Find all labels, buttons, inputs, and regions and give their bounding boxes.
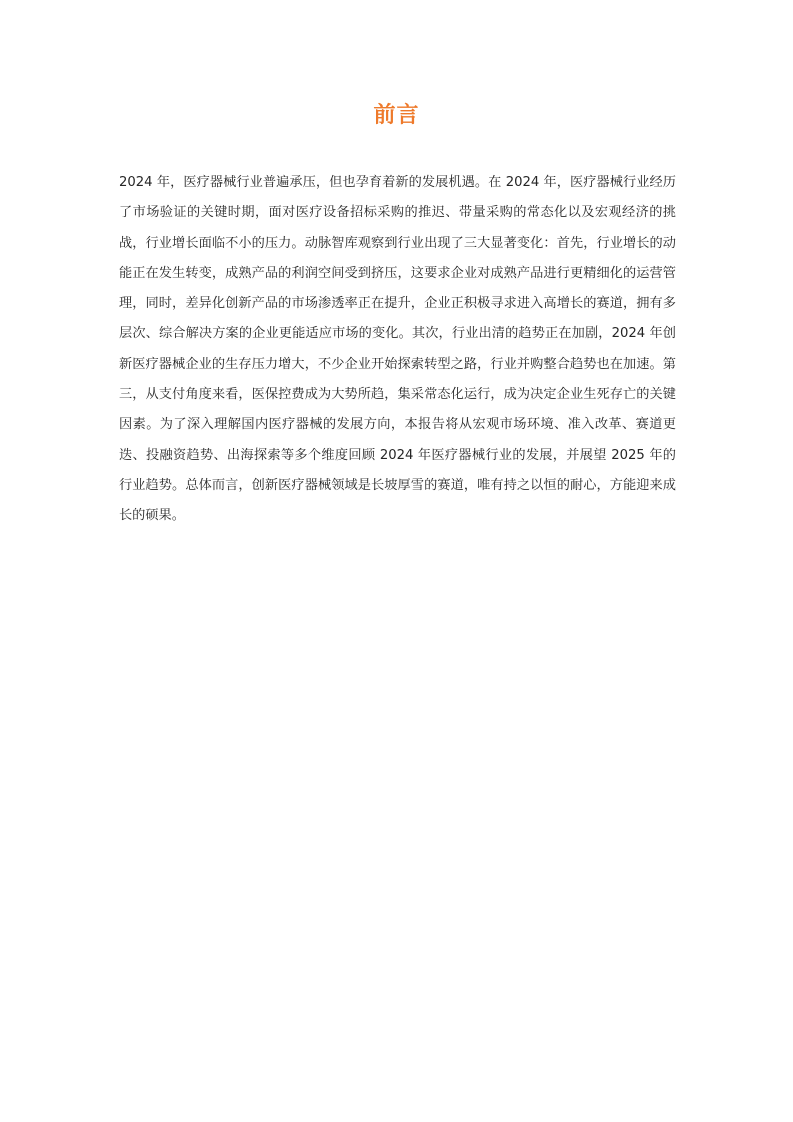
- page-title: 前言: [373, 103, 420, 128]
- preface-paragraph: 2024 年，医疗器械行业普遍承压，但也孕育着新的发展机遇。在 2024 年，医疗器械行业经历了市场验证的关键时期，面对医疗设备招标采购的推迟、带量采购的常态化以及宏观经济的挑战，行业增长面临不小的压力。动脉智库观察到行业出现了三大显著变化：首先，行业增长的动能正在发生转变，成熟产品的利润空间受到挤压，这要求企业对成熟产品进行更精细化的运营管理，同时，差异化创新产品的市场渗透率正在提升，企业正积极寻求进入高增长的赛道，拥有多层次、综合解决方案的企业更能适应市场的变化。其次，行业出清的趋势正在加剧，2024 年创新医疗器械企业的生存压力增大，不少企业开始探索转型之路，行业并购整合趋势也在加速。第三，从支付角度来看，医保控费成为大势所趋，集采常态化运行，成为决定企业生死存亡的关键因素。为了深入理解国内医疗器械的发展方向，本报告将从宏观市场环境、准入改革、赛道更迭、投融资趋势、出海探索等多个维度回顾 2024 年医疗器械行业的发展，并展望 2025 年的行业趋势。总体而言，创新医疗器械领域是长坡厚雪的赛道，唯有持之以恒的耐心，方能迎来成长的硕果。: [119, 175, 676, 524]
